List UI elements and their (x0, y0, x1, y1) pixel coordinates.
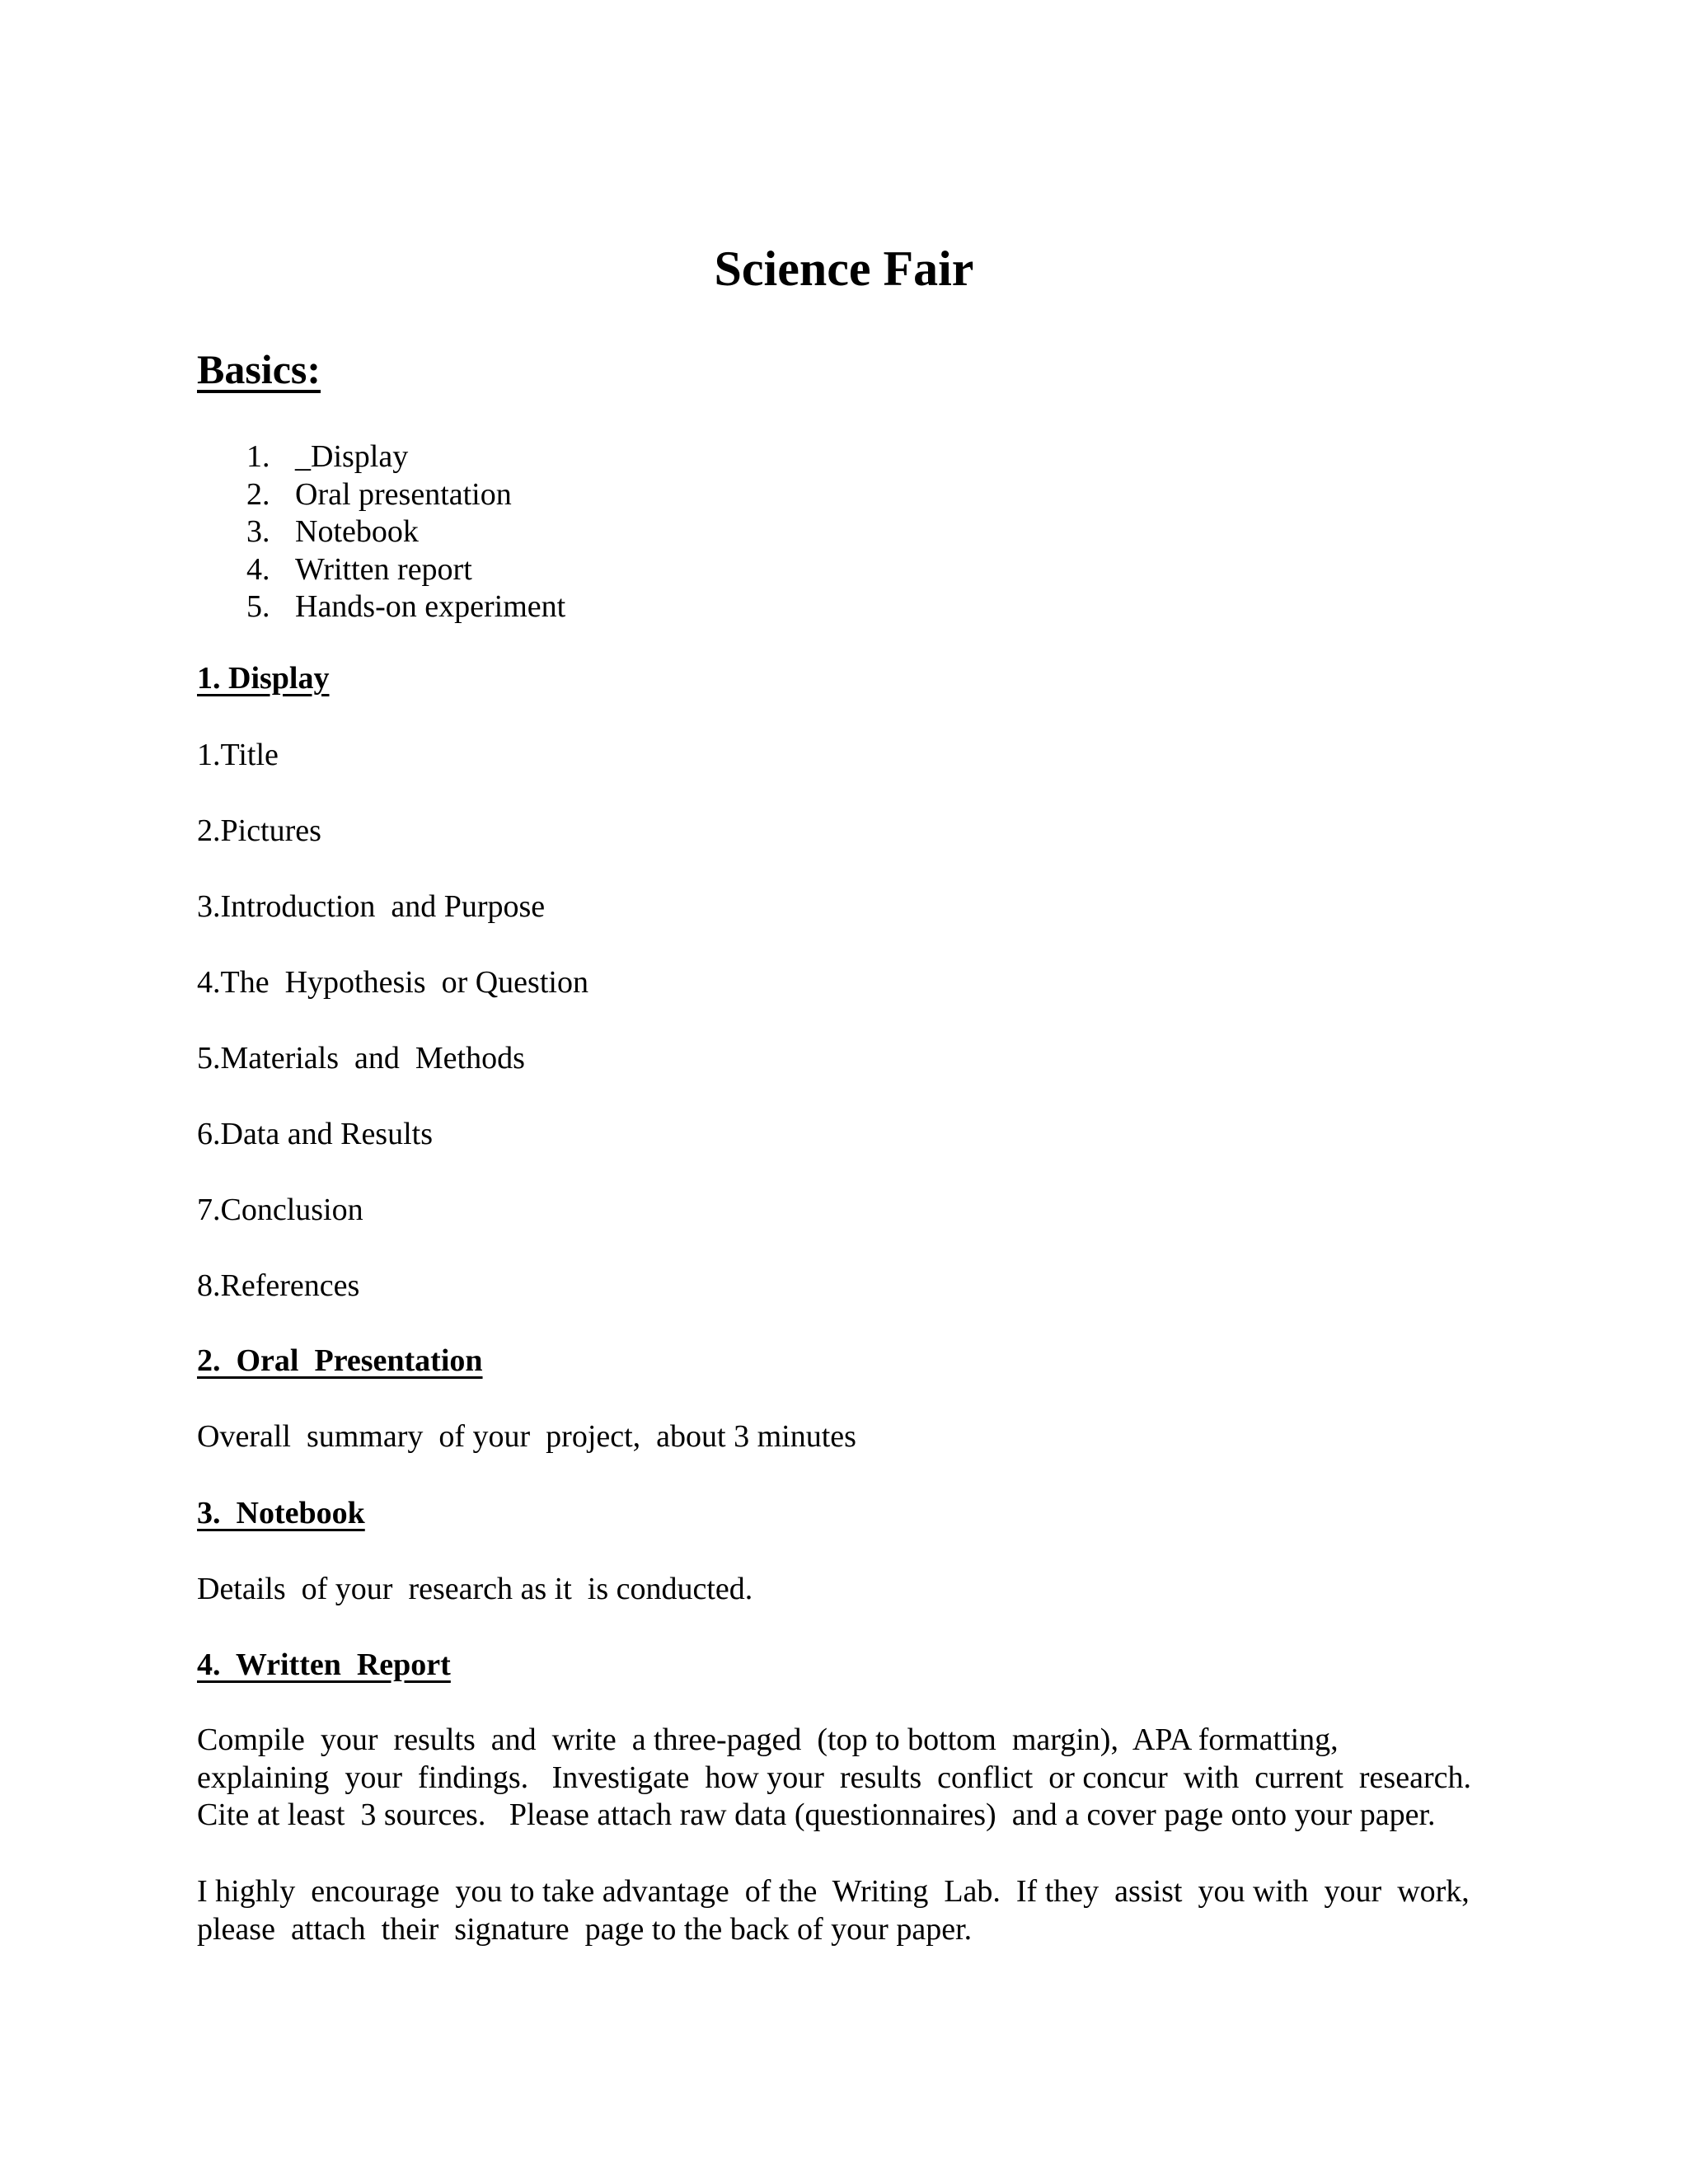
basics-list (197, 438, 565, 626)
display-item-references: 8.References (197, 1268, 360, 1303)
display-item-introduction: 3.Introduction and Purpose (197, 889, 546, 924)
paragraph-line: Compile your results and write a three-paged (top to bottom margin), APA formatting, (197, 1722, 1339, 1757)
notebook-section-text: Details of your research as it is conducted. (197, 1572, 753, 1606)
display-item-materials: 5.Materials and Methods (197, 1041, 525, 1076)
oral-section-heading: 2. Oral Presentation (197, 1343, 483, 1378)
paragraph-line: please attach their signature page to the back of your paper. (197, 1911, 973, 1947)
basics-list-item (197, 476, 565, 514)
basics-list-item (197, 513, 565, 551)
list-item-label: Oral presentation (295, 476, 512, 512)
list-number: 4. (246, 551, 270, 587)
paragraph-line: Cite at least 3 sources. Please attach raw data (questionnaires) and a cover page onto your paper. (197, 1797, 1436, 1832)
basics-list-item (197, 588, 565, 626)
written-paragraph-2 (197, 1873, 1516, 1948)
list-number: 2. (246, 476, 270, 512)
written-section-heading: 4. Written Report (197, 1647, 451, 1682)
display-section-heading: 1. Display (197, 661, 330, 696)
list-item-label: _Display (295, 439, 409, 474)
oral-section-text: Overall summary of your project, about 3 minutes (197, 1419, 856, 1454)
list-item-label: Hands-on experiment (295, 589, 566, 624)
written-paragraph-1 (197, 1722, 1516, 1835)
list-item-label: Notebook (295, 514, 419, 549)
paragraph-line: explaining your findings. Investigate how your results conflict or concur with current research. (197, 1760, 1471, 1795)
display-item-data: 6.Data and Results (197, 1117, 434, 1151)
list-number: 3. (246, 514, 270, 549)
basics-list-item (197, 551, 565, 589)
paragraph-line: I highly encourage you to take advantage of the Writing Lab. If they assist you with your work, (197, 1874, 1470, 1909)
display-item-hypothesis: 4.The Hypothesis or Question (197, 965, 588, 1000)
list-number: 5. (246, 589, 270, 624)
display-item-pictures: 2.Pictures (197, 813, 321, 848)
basics-list-item (197, 438, 565, 476)
notebook-section-heading: 3. Notebook (197, 1496, 365, 1530)
list-number: 1. (246, 439, 270, 474)
page-title: Science Fair (714, 241, 974, 296)
display-item-conclusion: 7.Conclusion (197, 1193, 363, 1227)
list-item-label: Written report (295, 551, 472, 587)
display-item-title: 1.Title (197, 738, 279, 772)
basics-heading: Basics: (197, 346, 321, 392)
